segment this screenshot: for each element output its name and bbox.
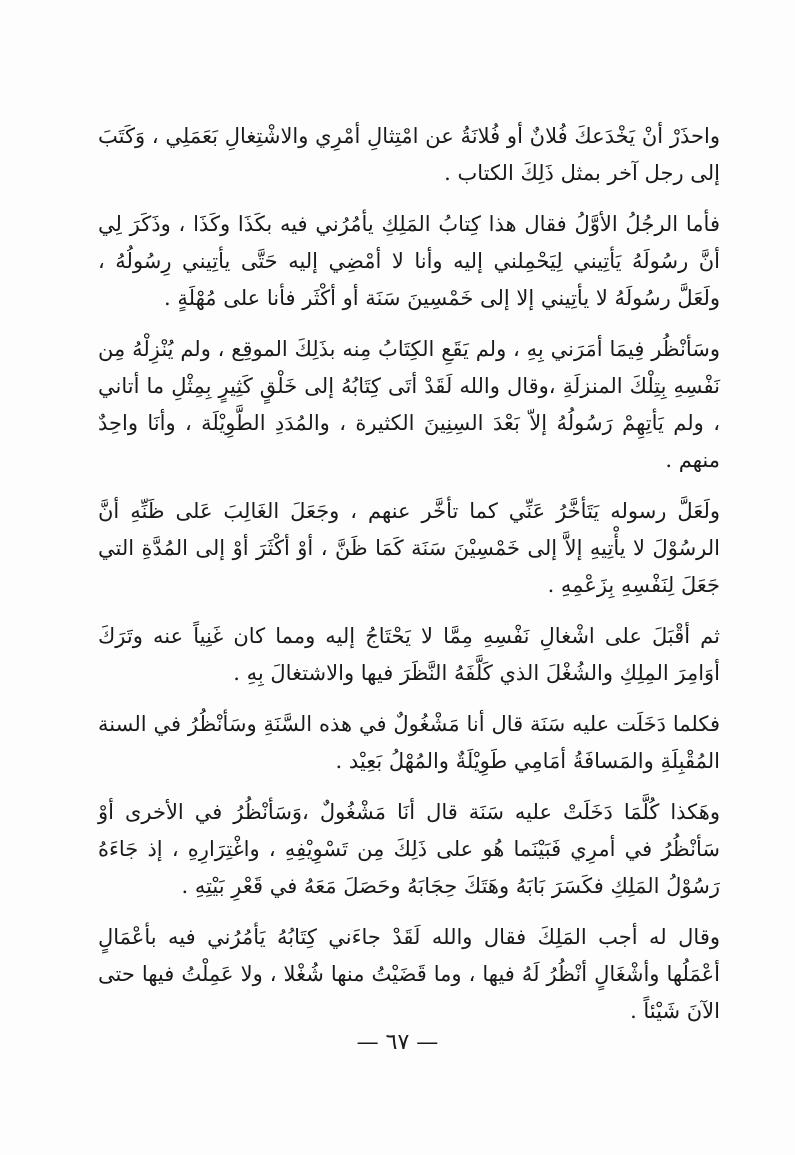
paragraph-8: وقال له أجب المَلِكَ فقال والله لَقَدْ جاءَني كِتَابُهُ يَأمُرُني فيه بأعْمَالٍ أعْمَلُها وأشْغَالٍ أنْظُرُ لَهُ فيها ، وما قَضَيْتُ منها شُغْلا ، ولا عَمِلْتُ فيها حتى الآنَ شَيْئاً .	[98, 925, 720, 1023]
paragraph-6: فكلما دَخَلَت عليه سَنَة قال أنا مَشْغُولٌ في هذه السَّنَةِ وسَأنْظُرُ في السنة المُقْبِلَةِ والمَسافَةُ أمَامِي طَوِيْلَةٌ والمُهْلُ بَعِيْد .	[98, 712, 720, 773]
page-number: — ٦٧ —	[356, 1030, 439, 1055]
paragraph-5: ثم أقْبَلَ على اشْغالِ نَفْسِهِ مِمَّا لا يَحْتَاجُ إليه ومما كان غَنِياً عنه وتَرَكَ أوَامِرَ المِلِكِ والشُغْلَ الذي كَلَّفَهُ النَّظَرَ فيها والاشتغالَ بِهِ .	[98, 624, 720, 685]
paragraph-7: وهَكذا كُلَّمَا دَخَلَتْ عليه سَنَة قال أنَا مَشْغُولٌ ،وَسَأنْظُرُ في الأخرى أوْ سَأنْظُرُ في أمرِي فَبَيْنَما هُو على ذَلِكَ مِن تَسْوِيْفِهِ ، واغْتِرَارِهِ ، إذ جَاءَهُ رَسُوْلُ المَلِكِ فكَسَرَ بَابَهُ وهَتَكَ حِجَابَهُ وحَصَلَ مَعَهُ في قَعْرِ بَيْتِهِ .	[98, 800, 720, 898]
paragraph-2: فأما الرجُلُ الأوَّلُ فقال هذا كِتابُ المَلِكِ يأمُرُني فيه بكَذَا وكَذَا ، وذَكَرَ لِي أنَّ رسُولَهُ يَأتِيني لِيَحْمِلني إليه وأنا لا أمْضِي إليه حَتَّى يأتِيني رِسُولُهُ ، ولَعَلَّ رسُولَهُ لا يأتِيني إلا إلى خَمْسِينَ سَنَة أو أكْثَر فأنا على مُهْلَةٍ .	[98, 212, 720, 310]
paragraph-4: ولَعَلَّ رسوله يَتَأخَّرُ عَنِّي كما تأخَّر عنهم ، وجَعَلَ الغَالِبَ عَلى ظَنِّهِ أنَّ الرسُوْلَ لا يأْتِيهِ إلاَّ إلى خَمْسِيْنَ سَنَة كَمَا ظَنَّ ، أوْ أكْثَرَ أوْ إلى المُدَّةِ التي جَعَلَ لِنَفْسِهِ بِزَعْمِهِ .	[98, 499, 720, 597]
paragraph-1: واحذَرْ أنْ يَخْدَعكَ فُلانٌ أو فُلانَةُ عن امْتِثالِ أمْرِي والاشْتِغالِ بَعَمَلِي ، وَكَتَبَ إلى رجل آخر بمثل ذَلِكَ الكتاب .	[98, 124, 720, 185]
paragraph-3: وسَأنْظُر فِيمَا أمَرَني بِهِ ، ولم يَقَعِ الكِتَابُ مِنه بذَلِكَ الموقِع ، ولم يُنْزِلْهُ مِن نَفْسِهِ بِتِلْكَ المنزلَةِ ،وقال والله لَقَدْ أتَى كِتَابُهُ إلى خَلْقٍ كَثِيرٍ بِمِثْلِ ما أتاني ، ولم يَأتِهِمْ رَسُولُهُ إلاّ بَعْدَ السِنِينَ الكثيرة ، والمُدَدِ الطَّوِيْلَة ، وأنَا واحِدٌ منهم .	[98, 337, 720, 472]
text-body	[98, 118, 720, 1044]
